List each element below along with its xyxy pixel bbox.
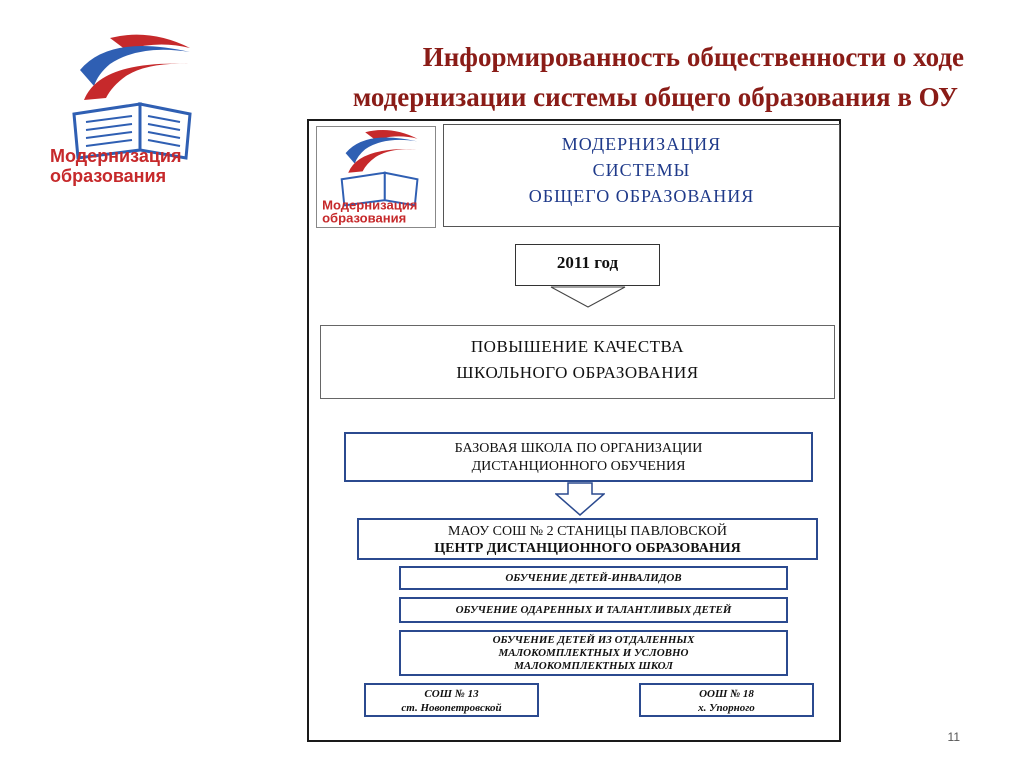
header-box — [443, 124, 840, 227]
item-gifted-children: ОБУЧЕНИЕ ОДАРЕННЫХ И ТАЛАНТЛИВЫХ ДЕТЕЙ — [399, 597, 788, 623]
modernization-logo — [40, 30, 210, 190]
base-school-line: БАЗОВАЯ ШКОЛА ПО ОРГАНИЗАЦИИ — [454, 441, 703, 456]
logo-text-2: образования — [50, 166, 167, 186]
item-remote-schools — [399, 630, 788, 676]
header-line: МОДЕРНИЗАЦИЯ — [561, 134, 722, 154]
school-line: ООШ № 18 — [699, 688, 754, 700]
quality-line: ПОВЫШЕНИЕ КАЧЕСТВА — [470, 337, 685, 356]
header-line: ОБЩЕГО ОБРАЗОВАНИЯ — [528, 186, 755, 206]
quality-line: ШКОЛЬНОГО ОБРАЗОВАНИЯ — [456, 363, 699, 382]
school-sosh-13 — [364, 683, 539, 717]
small-logo-text-1: Модернизация — [322, 197, 418, 213]
small-logo-text-2: образования — [322, 210, 407, 225]
logo-text-1: Модернизация — [50, 146, 182, 166]
down-arrow-icon — [555, 482, 605, 516]
open-book-flag-icon — [317, 127, 433, 225]
item-line: МАЛОКОМПЛЕКТНЫХ И УСЛОВНО — [498, 647, 689, 659]
page-number: 11 — [947, 730, 960, 744]
year-box: 2011 год — [515, 244, 660, 286]
title-line-1: Информированность общественности о ходе — [422, 42, 964, 72]
school-line: СОШ № 13 — [424, 688, 479, 700]
base-school-line: ДИСТАНЦИОННОГО ОБУЧЕНИЯ — [471, 459, 686, 474]
item-disabled-children: ОБУЧЕНИЕ ДЕТЕЙ-ИНВАЛИДОВ — [399, 566, 788, 590]
down-arrow-icon — [550, 286, 626, 308]
title-line-2: модернизации системы общего образования в ОУ — [352, 82, 958, 112]
school-oosh-18 — [639, 683, 814, 717]
header-line: СИСТЕМЫ — [592, 160, 691, 180]
school-line: ст. Новопетровской — [401, 702, 502, 714]
item-line: ОБУЧЕНИЕ ДЕТЕЙ ИЗ ОТДАЛЕННЫХ — [492, 634, 695, 646]
quality-box — [320, 325, 835, 399]
item-line: МАЛОКОМПЛЕКТНЫХ ШКОЛ — [514, 660, 673, 672]
open-book-flag-icon — [40, 30, 210, 190]
base-school-box — [344, 432, 813, 482]
center-line: ЦЕНТР ДИСТАНЦИОННОГО ОБРАЗОВАНИЯ — [434, 541, 741, 556]
small-modernization-logo — [316, 126, 436, 228]
school-line: х. Упорного — [698, 702, 755, 714]
center-line: МАОУ СОШ № 2 СТАНИЦЫ ПАВЛОВСКОЙ — [448, 524, 727, 539]
distance-center-box — [357, 518, 818, 560]
